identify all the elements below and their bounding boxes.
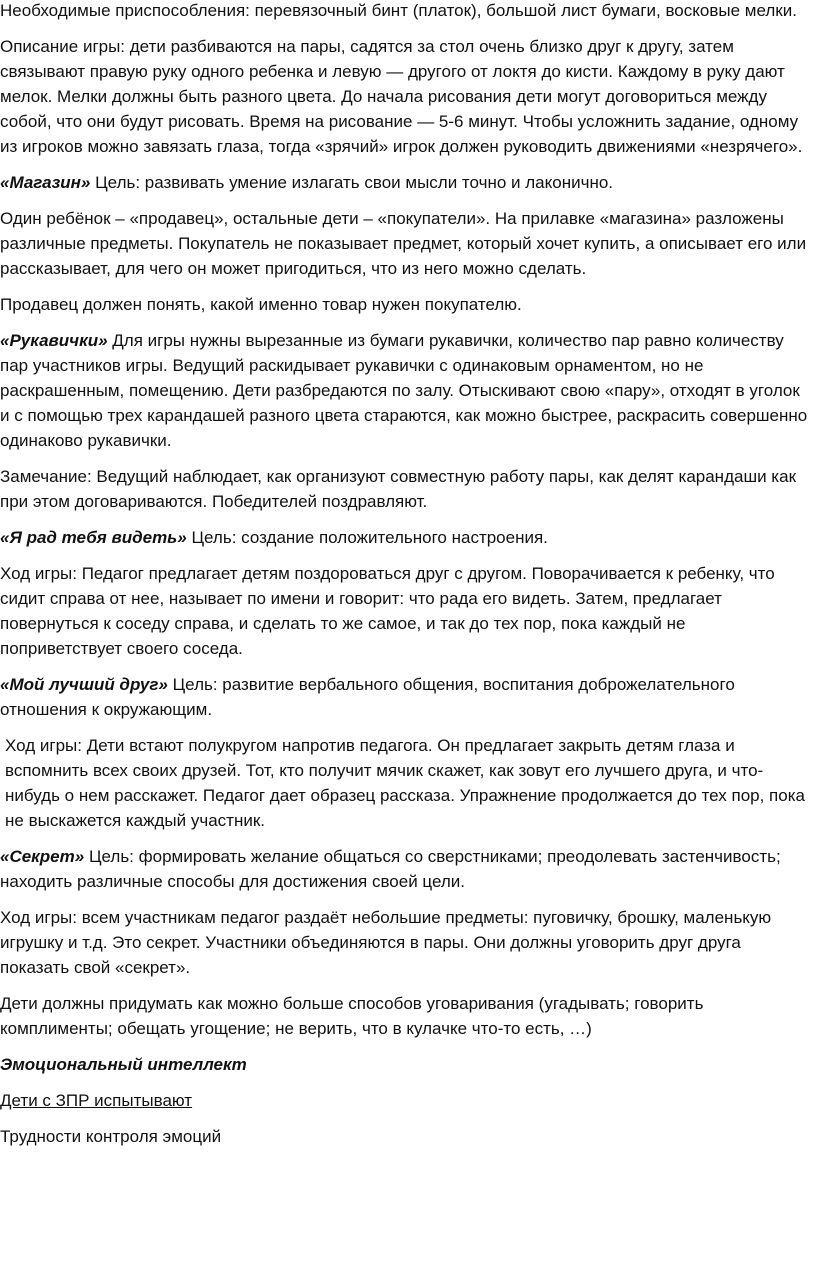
paragraph-shop-heading bbox=[0, 170, 808, 195]
paragraph-friend-heading bbox=[0, 672, 808, 722]
paragraph-secret-rules: Ход игры: всем участникам педагог раздаёт небольшие предметы: пуговичку, брошку, маленькую игрушку и т.д. Это секрет. Участники объединяются в пары. Они должны уговорить друг друга показать свой «секрет». bbox=[0, 908, 772, 977]
goal-secret: Цель: формировать желание общаться со сверстниками; преодолевать застенчивость; находить различные способы для достижения своей цели. bbox=[0, 847, 781, 891]
heading-children-zpr: Дети с ЗПР испытывают bbox=[0, 1091, 193, 1110]
goal-glad: Цель: создание положительного настроения. bbox=[186, 528, 548, 547]
paragraph-shop-rules: Один ребёнок – «продавец», остальные дети – «покупатели». На прилавке «магазина» разложены различные предметы. Покупатель не показывает предмет, который хочет купить, а описывает его или рассказывает, для чего он может пригодиться, что из него можно сделать. bbox=[0, 209, 807, 278]
paragraph-game-description: Описание игры: дети разбиваются на пары, садятся за стол очень близко друг к другу, затем связывают правую руку одного ребенка и левую — другого от локтя до кисти. Каждому в руку дают мелок. Мелки должны быть разного цвета. До начала рисования дети могут договориться между собой, что они будут рисовать. Время на рисование — 5-6 минут. Чтобы усложнить задание, одному из игроков можно завязать глаза, тогда «зрячий» игрок должен руководить движениями «незрячего». bbox=[0, 37, 803, 156]
paragraph-glad-rules: Ход игры: Педагог предлагает детям поздороваться друг с другом. Поворачивается к ребенку, что сидит справа от нее, называет по имени и говорит: что рада его видеть. Затем, предлагает повернуться к соседу справа, и сделать то же самое, и так до тех пор, пока каждый не поприветствует своего соседа. bbox=[0, 564, 775, 658]
goal-friend: Цель: развитие вербального общения, воспитания доброжелательного отношения к окружающим. bbox=[0, 675, 735, 719]
paragraph-emotion-control: Трудности контроля эмоций bbox=[0, 1127, 222, 1146]
paragraph-mittens bbox=[0, 328, 808, 453]
heading-emotional-intelligence: Эмоциональный интеллект bbox=[0, 1055, 247, 1074]
goal-shop: Цель: развивать умение излагать свои мысли точно и лаконично. bbox=[90, 173, 614, 192]
paragraph-secret-heading bbox=[0, 844, 808, 894]
paragraph-glad-heading bbox=[0, 525, 808, 550]
paragraph-equipment: Необходимые приспособления: перевязочный бинт (платок), большой лист бумаги, восковые мелки. bbox=[0, 1, 797, 20]
game-title-secret: «Секрет» bbox=[0, 847, 85, 866]
game-title-mittens: «Рукавички» bbox=[0, 331, 108, 350]
game-title-friend: «Мой лучший друг» bbox=[0, 675, 168, 694]
paragraph-seller: Продавец должен понять, какой именно товар нужен покупателю. bbox=[0, 295, 522, 314]
game-title-glad: «Я рад тебя видеть» bbox=[0, 528, 187, 547]
mittens-text: Для игры нужны вырезанные из бумаги рукавички, количество пар равно количеству пар участников игры. Ведущий раскидывает рукавички с одинаковым орнаментом, но не раскрашенным, помещению. Дети разбредаются по залу. Отыскивают свою «пару», отходят в уголок и с помощью трех карандашей разного цвета стараются, как можно быстрее, раскрасить совершенно одинаково рукавички. bbox=[0, 331, 808, 450]
game-title-shop: «Магазин» bbox=[0, 173, 91, 192]
paragraph-friend-rules: Ход игры: Дети встают полукругом напротив педагога. Он предлагает закрыть детям глаза и вспомнить всех своих друзей. Тот, кто получит мячик скажет, как зовут его лучшего друга, и что-нибудь о нем расскажет. Педагог дает образец рассказа. Упражнение продолжается до тех пор, пока не выскажется каждый участник. bbox=[5, 736, 805, 830]
paragraph-remark: Замечание: Ведущий наблюдает, как организуют совместную работу пары, как делят карандаши как при этом договариваются. Победителей поздравляют. bbox=[0, 467, 797, 511]
paragraph-persuasion: Дети должны придумать как можно больше способов уговаривания (угадывать; говорить комплименты; обещать угощение; не верить, что в кулачке что-то есть, …) bbox=[0, 994, 704, 1038]
